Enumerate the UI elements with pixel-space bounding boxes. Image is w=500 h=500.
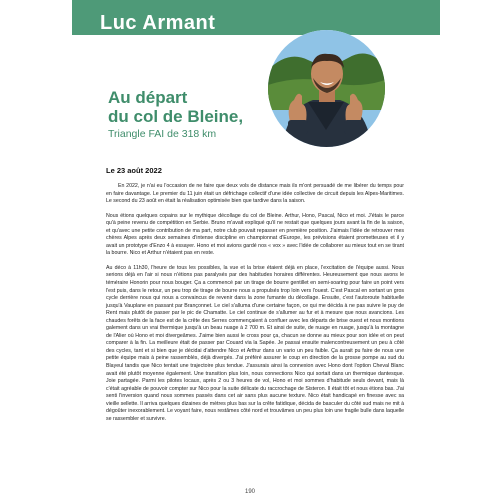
article-subtitle: Triangle FAI de 318 km (108, 128, 217, 140)
page-number: 190 (245, 489, 256, 495)
magazine-page (60, 0, 440, 500)
article-title (108, 88, 258, 126)
author-name: Luc Armant (100, 12, 216, 34)
author-photo (268, 30, 385, 147)
paragraph: Au déco à 11h30, l'heure de tous les possibles, la vue et la brise étaient déjà en place, l'excitation de l'équipe aussi. Nous serions déjà en l'air si nous n'étions pas paralysés par des habitudes horaires différentes. Heureusement que nous avons le téméraire Honorin pour nous bouger. Ça a commencé par un tirage de bourre gentillet en semi-soaring pour faire un point vers l'est puis, dans le retour, un peu trop de tirage de bourre nous a propulsés trop loin vers l'ouest. C'est Pascal en sortant un gros cycle derrière nous qui nous a convaincus de revenir dans la zone fumante du décollage. Ensuite, c'est l'autoroute habituelle jusqu'à Vauplane en passant par Brançonnet. Le ciel s'alluma d'une certaine façon, ce qui me décida à ne pas suivre le puy de Rent mais plutôt de passer par le pic de Chamatte. Le ciel continue de s'allumer au fur et à mesure que nous avancions. Les chaudes forêts de la face est de la crête des Serres commençaient à confluer avec les départs de brise ouest et nous montions galement dans un vrai thermique jusqu'à un beau nuage à 2 700 m. Et ainsi de suite, de nuage en nuage, jusqu'à la montagne de l'Alier où Hono et moi divergeâmes. J'aime bien aussi le cross pour ça, chacun se donne au mieux pour son idée et on peut comparer à la fin. La meilleure était de passer par Couard via la Sapée. Je passai ensuite malencontreusement un peu à côté des cycles, tant et si bien que je décidai d'attendre Nico et Arthur dans un vario un peu faible. Ça aurait pu faire de nous une petite équipe mais à peine rassemblés, déjà divergés. J'ai préféré assurer le coup en direction de la grosse pompe au sud du Blayeul tandis que Nico tentait une trajectoire plus tendue. J'assurais ainsi la connexion avec Hono dont l'option Cheval Blanc avait été plutôt moyenne également. Une transition plus loin, nous connections Nico qui sortait dans un thermique dantesque. Joie partagée. Parmi les pilotes locaux, après 2 ou 3 heures de vol, Hono et moi sommes d'habitude seuls devant, mais là c'était agréable de pouvoir compter sur Nico pour la suite délicate du raccrochage de Sisteron. Il était tôt et nous étions bas. J'ai senti l'inversion quand nous sommes passés dans cet air sans plus aucune texture. Nico était handicapé en finesse avec sa vieille sellette. Il arriva quelques dizaines de mètres plus bas sur la crête fatidique, décida de basculer du côté sud mais ne mit à dégoûter inexorablement. Le voyant faire, nous restâmes côté nord et trouvâmes un peu plus loin une fragile bulle dans laquelle se rassembler et survivre. (106, 264, 404, 422)
article-title-line1: Au départ (108, 88, 188, 107)
article-body (106, 183, 404, 430)
paragraph: Nous étions quelques copains sur le mythique décollage du col de Bleine. Arthur, Hono, Pascal, Nico et moi. J'étais le parce qu'à peine revenu de compétition en Serbie. Bruno m'avait expliqué qu'il ne restait que quelques jours avant la fin de la saison, et qu'avec une petite contribution de ma part, notre club pouvait repasser en première position. J'aimais l'idée de retrouver mes chères Alpes après deux semaines d'intense discipline en championnat d'Europe, les prévisions étaient prometteuses et il y avait un prototype d'Enzo 4 à essayer. Hono et moi avions gardé nos « vox » avec l'idée de collaborer au mieux tout en se tirant la bourre. Nico et Arthur n'étaient pas en reste. (106, 212, 404, 257)
article-date: Le 23 août 2022 (106, 166, 162, 175)
paragraph: En 2022, je n'ai eu l'occasion de ne faire que deux vols de distance mais ils m'ont persuadé de me libérer du temps pour en faire davantage. Le premier du 11 juin était un défrichage collectif d'une idée collective de circuit depuis les Alpes-Maritimes. Le second du 23 août en était la réalisation optimisée bien que tardive dans la saison. (106, 183, 404, 205)
article-title-line2: du col de Bleine, (108, 107, 244, 126)
author-banner (72, 0, 440, 35)
